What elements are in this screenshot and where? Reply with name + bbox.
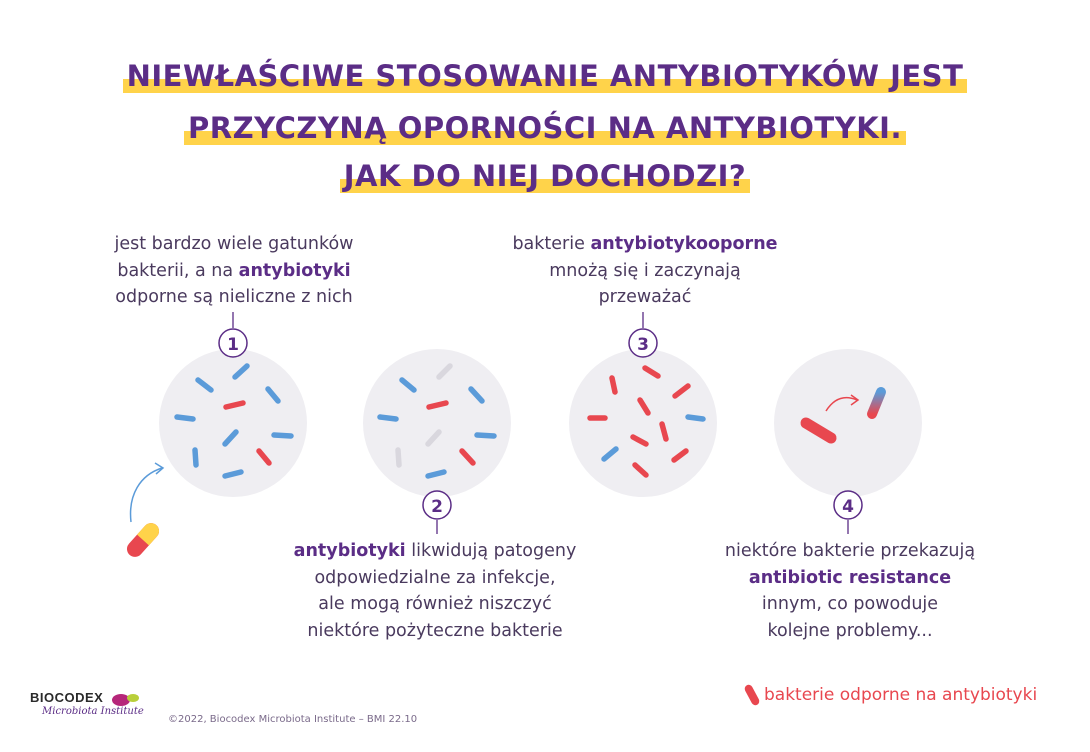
title <box>0 58 1090 94</box>
step-2-text: antybiotyki likwidują patogeny odpowiedzialne za infekcje, ale mogą również niszczyć niektóre pożyteczne bakterie <box>293 541 577 641</box>
bacterium-blue <box>688 417 703 419</box>
bacterium-blue <box>477 435 494 436</box>
bacterium-blue <box>428 472 444 476</box>
legend <box>748 684 1037 706</box>
step-badge-1 <box>219 329 247 357</box>
bacterium-gray <box>398 450 399 465</box>
legend-label: bakterie odporne na antybiotyki <box>764 685 1038 705</box>
title-line-3: JAK DO NIEJ DOCHODZI? <box>340 158 751 194</box>
bacterium-blue <box>195 450 196 465</box>
bacterium-red <box>612 378 615 392</box>
step-badge-3 <box>629 329 657 357</box>
bacterium-blue <box>274 435 291 436</box>
title-line-1: NIEWŁAŚCIWE STOSOWANIE ANTYBIOTYKÓW JEST <box>123 58 968 94</box>
step-number: 2 <box>431 497 443 517</box>
step-3-text: bakterie antybiotykooporne mnożą się i zaczynają przeważać <box>512 234 778 307</box>
bacterium-red <box>662 424 666 439</box>
logo <box>30 690 144 717</box>
logo-brand: BIOCODEX <box>30 690 104 705</box>
title-line-2: PRZYCZYNĄ OPORNOŚCI NA ANTYBIOTYKI. <box>184 110 906 146</box>
bacterium-blue <box>380 417 396 419</box>
step-number: 1 <box>227 335 239 355</box>
step-1-text: jest bardzo wiele gatunków bakterii, a na antybiotyki odporne są nieliczne z nich <box>114 234 354 307</box>
copyright: ©2022, Biocodex Microbiota Institute – BMI 22.10 <box>168 714 418 725</box>
capsule-arrow-icon <box>131 468 162 522</box>
step-badge-2 <box>423 491 451 519</box>
step-badge-4 <box>834 491 862 519</box>
step-4-text: niektóre bakterie przekazują antibiotic resistance innym, co powoduje kolejne problemy... <box>724 541 976 641</box>
step-number: 3 <box>637 335 649 355</box>
step-number: 4 <box>842 497 854 517</box>
capsule-icon <box>124 520 163 560</box>
bacterium-red <box>429 403 446 407</box>
bacterium-blue <box>177 417 193 419</box>
bacterium-blue <box>225 472 241 476</box>
logo-subtitle: Microbiota Institute <box>42 706 144 717</box>
bacterium-red <box>226 403 243 407</box>
petri-dish-4 <box>774 349 922 497</box>
